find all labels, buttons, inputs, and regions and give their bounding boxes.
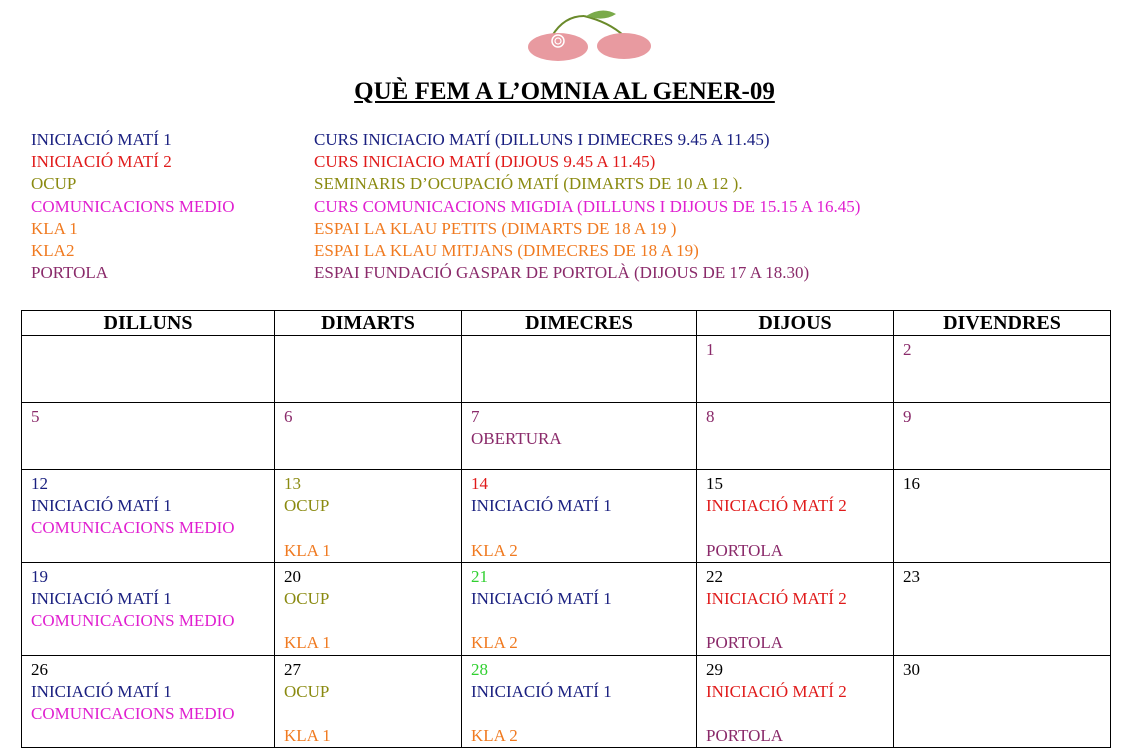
activity-label: OCUP bbox=[284, 681, 330, 701]
activity-label: PORTOLA bbox=[706, 726, 784, 746]
legend-description: SEMINARIS D’OCUPACIÓ MATÍ (DIMARTS DE 10 A 12 ). bbox=[314, 174, 743, 194]
week-row bbox=[22, 655, 1111, 748]
day-number: 27 bbox=[284, 659, 301, 679]
activity-label bbox=[284, 610, 461, 632]
day-number: 2 bbox=[903, 340, 912, 359]
day-cell bbox=[22, 655, 275, 748]
activity-label: INICIACIÓ MATÍ 1 bbox=[471, 681, 612, 701]
day-number: 7 bbox=[471, 407, 480, 426]
day-number: 26 bbox=[31, 659, 48, 679]
activity-label bbox=[706, 703, 893, 725]
day-number: 6 bbox=[284, 407, 293, 426]
day-cell bbox=[894, 655, 1111, 748]
legend-description: ESPAI LA KLAU PETITS (DIMARTS DE 18 A 19 ) bbox=[314, 218, 677, 238]
activity-label: OCUP bbox=[284, 588, 330, 608]
calendar-table bbox=[21, 310, 1111, 748]
activity-label: KLA 2 bbox=[471, 726, 518, 746]
legend-code: COMUNICACIONS MEDIO bbox=[31, 196, 235, 216]
day-cell bbox=[697, 403, 894, 470]
day-cell bbox=[697, 655, 894, 748]
activity-label: INICIACIÓ MATÍ 2 bbox=[706, 681, 847, 701]
activity-label bbox=[284, 517, 461, 539]
day-number: 16 bbox=[903, 474, 920, 493]
activity-label bbox=[706, 610, 893, 632]
activity-label: INICIACIÓ MATÍ 1 bbox=[471, 588, 612, 608]
legend-description: CURS INICIACIO MATÍ (DILLUNS I DIMECRES 9.45 A 11.45) bbox=[314, 130, 770, 149]
activity-label: KLA 2 bbox=[471, 540, 518, 560]
activity-label: KLA 2 bbox=[471, 633, 518, 653]
activity-label: KLA 1 bbox=[284, 540, 331, 560]
day-cell bbox=[462, 403, 697, 470]
day-number: 15 bbox=[706, 474, 723, 493]
week-row bbox=[22, 403, 1111, 470]
day-cell bbox=[697, 336, 894, 403]
activity-label: INICIACIÓ MATÍ 1 bbox=[31, 681, 172, 701]
day-number: 1 bbox=[706, 340, 715, 359]
calendar-header-row bbox=[22, 311, 1111, 336]
activity-label: INICIACIÓ MATÍ 1 bbox=[31, 588, 172, 608]
day-cell bbox=[22, 470, 275, 563]
activity-label: INICIACIÓ MATÍ 1 bbox=[31, 496, 172, 516]
calendar-body bbox=[22, 336, 1111, 748]
page-title: QUÈ FEM A L’OMNIA AL GENER-09 bbox=[354, 78, 775, 105]
legend-code: INICIACIÓ MATÍ 2 bbox=[31, 152, 172, 172]
day-cell bbox=[275, 403, 462, 470]
day-cell bbox=[462, 562, 697, 655]
activity-label: INICIACIÓ MATÍ 2 bbox=[706, 588, 847, 608]
day-number: 5 bbox=[31, 407, 40, 426]
activity-label: PORTOLA bbox=[706, 633, 784, 653]
day-header: DILLUNS bbox=[22, 311, 275, 336]
day-number: 19 bbox=[31, 566, 48, 586]
day-cell bbox=[462, 470, 697, 563]
activity-label: COMUNICACIONS MEDIO bbox=[31, 703, 235, 723]
day-cell bbox=[462, 336, 697, 403]
omnia-logo bbox=[524, 10, 654, 62]
legend-description: ESPAI LA KLAU MITJANS (DIMECRES DE 18 A 19) bbox=[314, 240, 699, 260]
week-row bbox=[22, 470, 1111, 563]
activity-label bbox=[706, 517, 893, 539]
day-cell bbox=[462, 655, 697, 748]
day-number: 23 bbox=[903, 566, 920, 586]
day-cell bbox=[22, 336, 275, 403]
legend-code: INICIACIÓ MATÍ 1 bbox=[31, 130, 172, 149]
day-number: 20 bbox=[284, 566, 301, 586]
day-header: DIMARTS bbox=[275, 311, 462, 336]
legend-description: CURS INICIACIO MATÍ (DIJOUS 9.45 A 11.45) bbox=[314, 152, 656, 172]
activity-label bbox=[471, 703, 696, 725]
activity-label: COMUNICACIONS MEDIO bbox=[31, 518, 235, 538]
day-cell bbox=[894, 336, 1111, 403]
activity-label: COMUNICACIONS MEDIO bbox=[31, 611, 235, 631]
week-row bbox=[22, 562, 1111, 655]
activity-label bbox=[284, 703, 461, 725]
day-cell bbox=[275, 562, 462, 655]
day-number: 8 bbox=[706, 407, 715, 426]
activity-label: INICIACIÓ MATÍ 2 bbox=[706, 496, 847, 516]
activity-label bbox=[471, 610, 696, 632]
activity-label: OBERTURA bbox=[471, 429, 562, 449]
day-number: 28 bbox=[471, 659, 488, 679]
day-number: 14 bbox=[471, 474, 488, 493]
day-header: DIVENDRES bbox=[894, 311, 1111, 336]
day-number: 21 bbox=[471, 566, 488, 586]
legend-code: KLA 1 bbox=[31, 218, 78, 238]
day-cell bbox=[275, 655, 462, 748]
activity-label: INICIACIÓ MATÍ 1 bbox=[471, 496, 612, 516]
day-number: 22 bbox=[706, 566, 723, 586]
activity-label: OCUP bbox=[284, 496, 330, 516]
day-cell bbox=[275, 470, 462, 563]
day-header: DIMECRES bbox=[462, 311, 697, 336]
legend-description: ESPAI FUNDACIÓ GASPAR DE PORTOLÀ (DIJOUS DE 17 A 18.30) bbox=[314, 263, 810, 283]
week-row bbox=[22, 336, 1111, 403]
legend-description: CURS COMUNICACIONS MIGDIA (DILLUNS I DIJOUS DE 15.15 A 16.45) bbox=[314, 196, 861, 216]
day-cell bbox=[22, 403, 275, 470]
day-cell bbox=[894, 470, 1111, 563]
day-cell bbox=[275, 336, 462, 403]
day-number: 13 bbox=[284, 474, 301, 493]
day-number: 12 bbox=[31, 474, 48, 493]
legend-code: KLA2 bbox=[31, 240, 75, 260]
activity-label: KLA 1 bbox=[284, 633, 331, 653]
legend-code: OCUP bbox=[31, 174, 77, 194]
activity-label bbox=[471, 517, 696, 539]
day-cell bbox=[894, 562, 1111, 655]
day-number: 29 bbox=[706, 659, 723, 679]
day-cell bbox=[697, 562, 894, 655]
activity-label: KLA 1 bbox=[284, 726, 331, 746]
cherry-logo-icon bbox=[524, 10, 654, 62]
day-number: 9 bbox=[903, 407, 912, 426]
activity-label: PORTOLA bbox=[706, 540, 784, 560]
day-number: 30 bbox=[903, 659, 920, 679]
day-cell bbox=[22, 562, 275, 655]
day-header: DIJOUS bbox=[697, 311, 894, 336]
day-cell bbox=[894, 403, 1111, 470]
day-cell bbox=[697, 470, 894, 563]
legend-code: PORTOLA bbox=[31, 263, 109, 283]
